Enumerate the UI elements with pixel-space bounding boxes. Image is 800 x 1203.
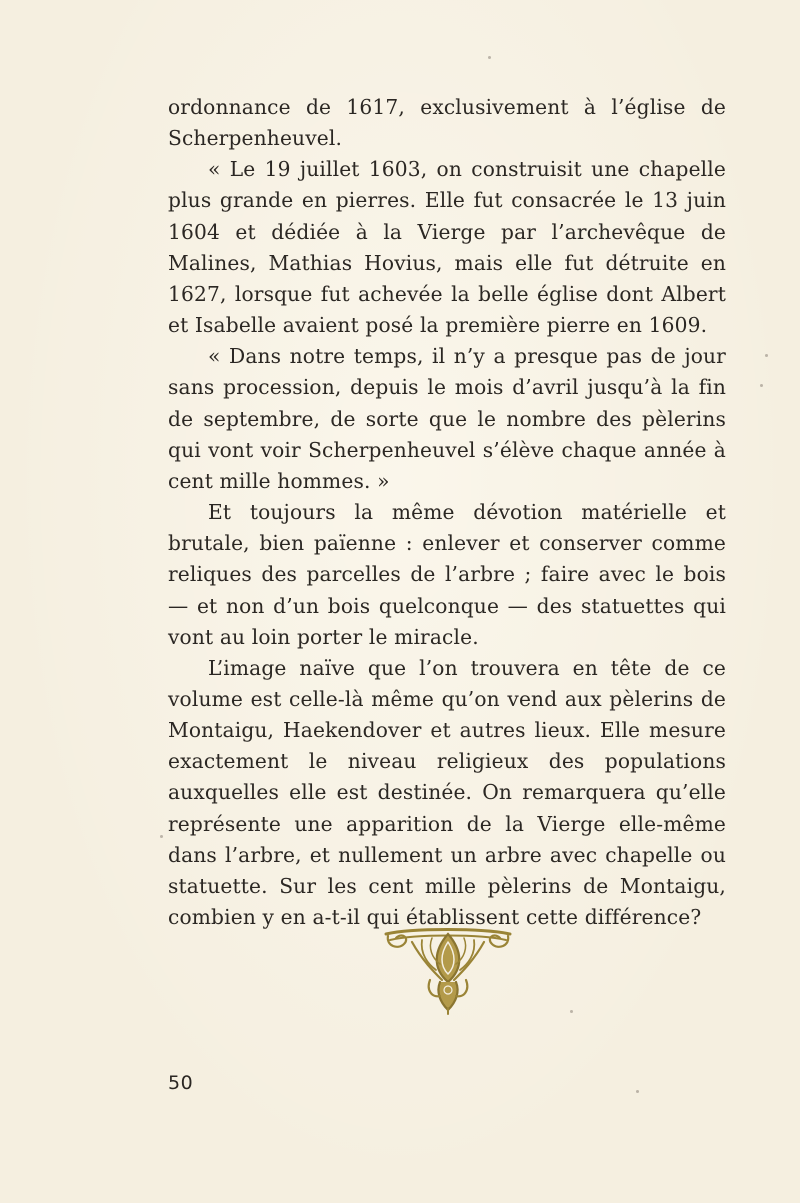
paragraph-1: ordonnance de 1617, exclusivement à l’église de Scherpenheuvel. [168,95,726,151]
paper-speck [760,384,763,387]
paper-speck [636,1090,639,1093]
floral-tailpiece-ornament-icon [382,920,514,1016]
paragraph-4: Et toujours la même dévotion matérielle et brutale, bien païenne : enlever et conserver comme reliques des parcelles de l’arbre ; faire avec le bois — et non d’un bois quelconque — des statuettes qui vont au loin porter le miracle. [168,500,726,649]
paper-speck [570,1010,573,1013]
page-number: 50 [168,1072,194,1094]
paragraph-3: « Dans notre temps, il n’y a presque pas de jour sans procession, depuis le mois d’avril jusqu’à la fin de septembre, de sorte que le nombre des pèlerins qui vont voir Scherpenheuvel s’élève chaque année à cent mille hommes. » [168,344,726,493]
body-text [168,92,726,933]
paragraph-2: « Le 19 juillet 1603, on construisit une chapelle plus grande en pierres. Elle fut consacrée le 13 juin 1604 et dédiée à la Vierge par l’archevêque de Malines, Mathias Hovius, mais elle fut détruite en 1627, lorsque fut achevée la belle église dont Albert et Isabelle avaient posé la première pierre en 1609. [168,157,726,338]
paper-speck [488,56,491,59]
paragraph-5: L’image naïve que l’on trouvera en tête de ce volume est celle-là même qu’on vend aux pèlerins de Montaigu, Haekendover et autres lieux. Elle mesure exactement le niveau religieux des populations auxquelles elle est destinée. On remarquera qu’elle représente une apparition de la Vierge elle-même dans l’arbre, et nullement un arbre avec chapelle ou statuette. Sur les cent mille pèlerins de Montaigu, combien y en a-t-il qui établissent cette différence? [168,655,726,930]
paper-speck [160,835,163,838]
paper-speck [765,354,768,357]
